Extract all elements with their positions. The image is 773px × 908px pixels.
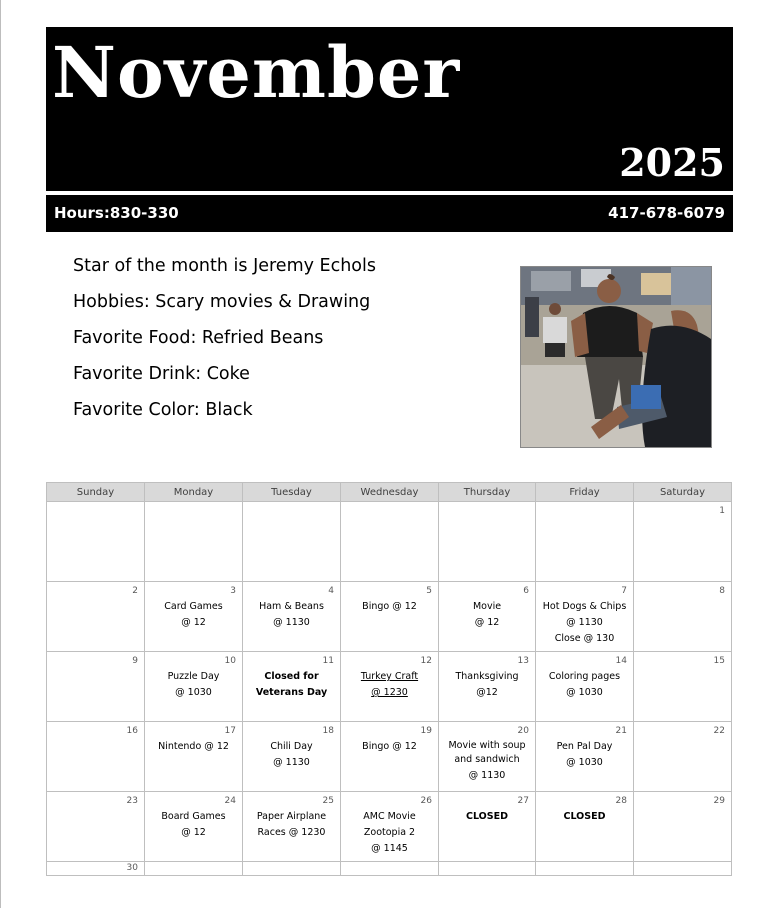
- day-number: 27: [517, 796, 529, 806]
- day-number: 25: [322, 796, 334, 806]
- day-number: 18: [322, 726, 334, 736]
- weekday-sunday: Sunday: [47, 483, 145, 502]
- day-number: 11: [322, 656, 334, 666]
- event-line: Bingo @ 12: [362, 601, 417, 612]
- day-number: 29: [713, 796, 725, 806]
- day-number: 24: [224, 796, 236, 806]
- weekday-header-row: [47, 483, 732, 502]
- day-number: 21: [615, 726, 627, 736]
- day-cell: [536, 722, 634, 792]
- day-cell: [47, 722, 145, 792]
- day-cell: [536, 502, 634, 582]
- event-line: and sandwich: [454, 754, 520, 765]
- event-line: Thanksgiving: [455, 671, 519, 682]
- day-cell: [439, 792, 536, 862]
- day-cell: [439, 582, 536, 652]
- day-number: 3: [230, 586, 236, 596]
- day-cell: [243, 792, 341, 862]
- star-photo: [520, 266, 712, 448]
- day-cell: [634, 502, 732, 582]
- event-line: @ 1130: [468, 770, 506, 781]
- event-line: Closed for: [264, 671, 319, 682]
- day-number: 13: [517, 656, 529, 666]
- day-cell: [243, 582, 341, 652]
- day-number: 28: [615, 796, 627, 806]
- day-cell: [145, 652, 243, 722]
- event-line: @ 1130: [273, 757, 310, 768]
- star-favorite-color: Favorite Color: Black: [73, 400, 253, 420]
- day-number: 15: [713, 656, 725, 666]
- day-cell: [341, 582, 439, 652]
- event-line: @12: [476, 687, 498, 698]
- day-cell: [145, 862, 243, 876]
- day-cell: [243, 722, 341, 792]
- day-cell: [536, 862, 634, 876]
- event-text: [439, 739, 535, 785]
- event-line: Paper Airplane: [256, 811, 327, 822]
- event-text: [341, 599, 438, 615]
- event-text: [145, 809, 242, 841]
- day-cell: [439, 722, 536, 792]
- event-line: @ 12: [474, 617, 500, 628]
- event-line: Ham & Beans: [259, 601, 324, 612]
- week-row: [47, 652, 732, 722]
- star-favorite-drink: Favorite Drink: Coke: [73, 364, 250, 384]
- day-cell: [536, 652, 634, 722]
- weekday-wednesday: Wednesday: [341, 483, 439, 502]
- event-text: [536, 599, 633, 647]
- event-line: @ 1130: [566, 617, 603, 628]
- hours-bar: [46, 195, 733, 232]
- day-cell: [536, 582, 634, 652]
- day-number: 1: [719, 506, 725, 516]
- weekday-thursday: Thursday: [439, 483, 536, 502]
- star-hobbies: Hobbies: Scary movies & Drawing: [73, 292, 371, 312]
- day-cell: [47, 502, 145, 582]
- day-number: 26: [420, 796, 432, 806]
- day-cell: [145, 582, 243, 652]
- event-line: Nintendo @ 12: [158, 741, 229, 752]
- day-number: 2: [132, 586, 138, 596]
- event-line: Pen Pal Day: [556, 741, 613, 752]
- day-cell: [634, 582, 732, 652]
- event-line: @ 1030: [566, 757, 603, 768]
- week-row: [47, 862, 732, 876]
- event-line: @ 1130: [273, 617, 310, 628]
- event-line: Movie with soup: [448, 740, 526, 751]
- event-text: [243, 599, 340, 631]
- event-line: Close @ 130: [554, 633, 615, 644]
- event-line: Races @ 1230: [257, 827, 326, 838]
- event-text: [536, 669, 633, 701]
- event-line: Bingo @ 12: [362, 741, 417, 752]
- event-text: [243, 669, 340, 701]
- day-cell: [243, 502, 341, 582]
- star-of-month: [73, 254, 376, 434]
- event-text: [439, 669, 535, 701]
- week-row: [47, 502, 732, 582]
- day-number: 23: [126, 796, 138, 806]
- day-number: 7: [621, 586, 627, 596]
- day-number: 16: [126, 726, 138, 736]
- day-number: 19: [420, 726, 432, 736]
- day-cell: [341, 792, 439, 862]
- event-text: [145, 739, 242, 755]
- weekday-saturday: Saturday: [634, 483, 732, 502]
- day-number: 17: [224, 726, 236, 736]
- day-number: 8: [719, 586, 725, 596]
- event-text: [341, 809, 438, 857]
- event-line: @ 1030: [566, 687, 603, 698]
- event-line: Turkey Craft: [360, 671, 419, 682]
- event-line: @ 12: [181, 617, 206, 628]
- event-line: Movie: [472, 601, 502, 612]
- day-number: 10: [224, 656, 236, 666]
- event-line: Chili Day: [270, 741, 313, 752]
- day-cell: [145, 792, 243, 862]
- event-line: @ 1230: [371, 687, 408, 698]
- page-edge: [0, 0, 1, 908]
- year-title: 2025: [619, 140, 725, 185]
- day-cell: [439, 502, 536, 582]
- day-cell: [47, 862, 145, 876]
- event-line: CLOSED: [466, 811, 508, 822]
- day-cell: [145, 502, 243, 582]
- event-text: [439, 809, 535, 825]
- day-number: 22: [713, 726, 725, 736]
- day-cell: [47, 582, 145, 652]
- day-cell: [145, 722, 243, 792]
- day-number: 4: [328, 586, 334, 596]
- day-cell: [341, 652, 439, 722]
- hours-text: Hours:830-330: [54, 204, 179, 222]
- event-line: CLOSED: [563, 811, 606, 822]
- day-cell: [439, 862, 536, 876]
- event-text: [341, 669, 438, 701]
- event-text: [145, 669, 242, 701]
- event-line: Hot Dogs & Chips: [542, 601, 627, 612]
- day-cell: [341, 722, 439, 792]
- weekday-monday: Monday: [145, 483, 243, 502]
- event-text: [536, 809, 633, 825]
- event-line: Card Games: [164, 601, 223, 612]
- day-cell: [341, 862, 439, 876]
- day-cell: [47, 792, 145, 862]
- month-title: November: [52, 31, 461, 114]
- event-text: [243, 809, 340, 841]
- event-line: AMC Movie: [363, 811, 416, 822]
- event-line: Veterans Day: [255, 687, 328, 698]
- event-text: [439, 599, 535, 631]
- star-favorite-food: Favorite Food: Refried Beans: [73, 328, 324, 348]
- event-line: Zootopia 2: [363, 827, 416, 838]
- week-row: [47, 792, 732, 862]
- day-cell: [439, 652, 536, 722]
- event-line: Board Games: [161, 811, 226, 822]
- day-number: 6: [523, 586, 529, 596]
- event-line: Puzzle Day: [167, 671, 220, 682]
- event-line: @ 12: [181, 827, 206, 838]
- day-cell: [47, 652, 145, 722]
- calendar-grid: [46, 482, 732, 876]
- event-text: [145, 599, 242, 631]
- week-row: [47, 722, 732, 792]
- day-cell: [243, 862, 341, 876]
- day-cell: [243, 652, 341, 722]
- day-cell: [634, 652, 732, 722]
- week-row: [47, 582, 732, 652]
- day-number: 30: [126, 863, 138, 873]
- day-number: 20: [517, 726, 529, 736]
- event-text: [243, 739, 340, 771]
- event-line: @ 1030: [175, 687, 212, 698]
- event-line: Coloring pages: [548, 671, 621, 682]
- star-name: Star of the month is Jeremy Echols: [73, 256, 376, 276]
- phone-number: 417-678-6079: [608, 204, 725, 222]
- day-cell: [341, 502, 439, 582]
- day-cell: [634, 792, 732, 862]
- day-number: 12: [420, 656, 432, 666]
- day-number: 9: [132, 656, 138, 666]
- event-line: @ 1145: [371, 843, 408, 854]
- day-number: 5: [426, 586, 432, 596]
- month-header: [46, 27, 733, 191]
- day-cell: [634, 862, 732, 876]
- day-number: 14: [615, 656, 627, 666]
- day-cell: [634, 722, 732, 792]
- weekday-tuesday: Tuesday: [243, 483, 341, 502]
- event-text: [536, 739, 633, 771]
- day-cell: [536, 792, 634, 862]
- event-text: [341, 739, 438, 755]
- weekday-friday: Friday: [536, 483, 634, 502]
